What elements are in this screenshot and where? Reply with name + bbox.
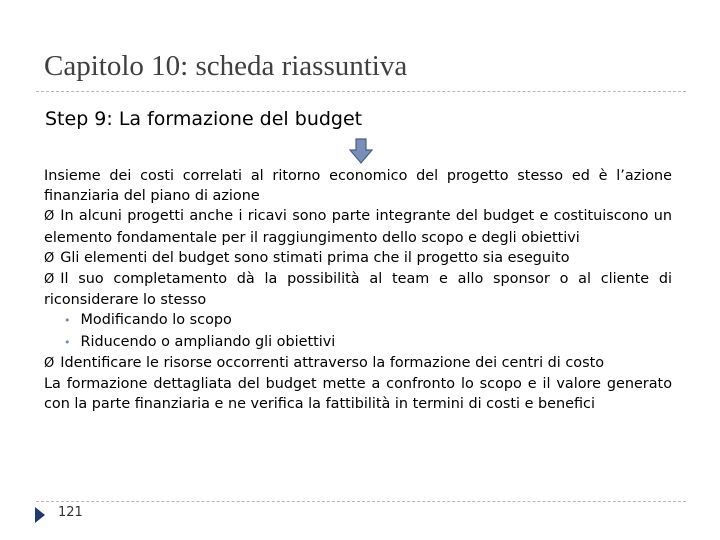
arrow-bullet-icon: Ø	[44, 209, 55, 225]
sub-bullet-item: • Modificando lo scopo	[64, 312, 232, 329]
dot-bullet-icon: •	[64, 335, 71, 349]
body-paragraph: La formazione dettagliata del budget mette a confronto lo scopo e il valore generato con la parte finanziaria e ne verifica la fattibilità in termini di costi e benefici	[44, 376, 672, 413]
arrow-bullet-icon: Ø	[44, 250, 55, 266]
arrow-bullet-icon: Ø	[44, 272, 55, 288]
slide-body	[44, 166, 672, 414]
slide-title: Capitolo 10: scheda riassuntiva	[44, 50, 408, 82]
bullet-item: Ø Identificare le risorse occorrenti attraverso la formazione dei centri di costo	[44, 354, 605, 371]
down-arrow-icon	[349, 138, 373, 164]
title-divider	[36, 91, 686, 92]
page-number: 121	[58, 505, 83, 520]
bullet-item: Ø Il suo completamento dà la possibilità al team e allo sponsor o al cliente di riconsiderare lo stesso	[44, 271, 672, 309]
bullet-item: Ø Gli elementi del budget sono stimati prima che il progetto sia eseguito	[44, 249, 570, 266]
bullet-item: Ø In alcuni progetti anche i ricavi sono parte integrante del budget e costituiscono un elemento fondamentale per il raggiungimento dello scopo e degli obiettivi	[44, 208, 672, 246]
sub-bullet-item: • Riducendo o ampliando gli obiettivi	[64, 333, 336, 350]
body-paragraph: Insieme dei costi correlati al ritorno economico del progetto stesso ed è l’azione finanziaria del piano di azione	[44, 168, 672, 205]
slide-subtitle: Step 9: La formazione del budget	[45, 108, 363, 130]
dot-bullet-icon: •	[64, 314, 71, 328]
triangle-icon	[35, 507, 45, 523]
arrow-bullet-icon: Ø	[44, 355, 55, 371]
footer-divider	[36, 501, 686, 502]
